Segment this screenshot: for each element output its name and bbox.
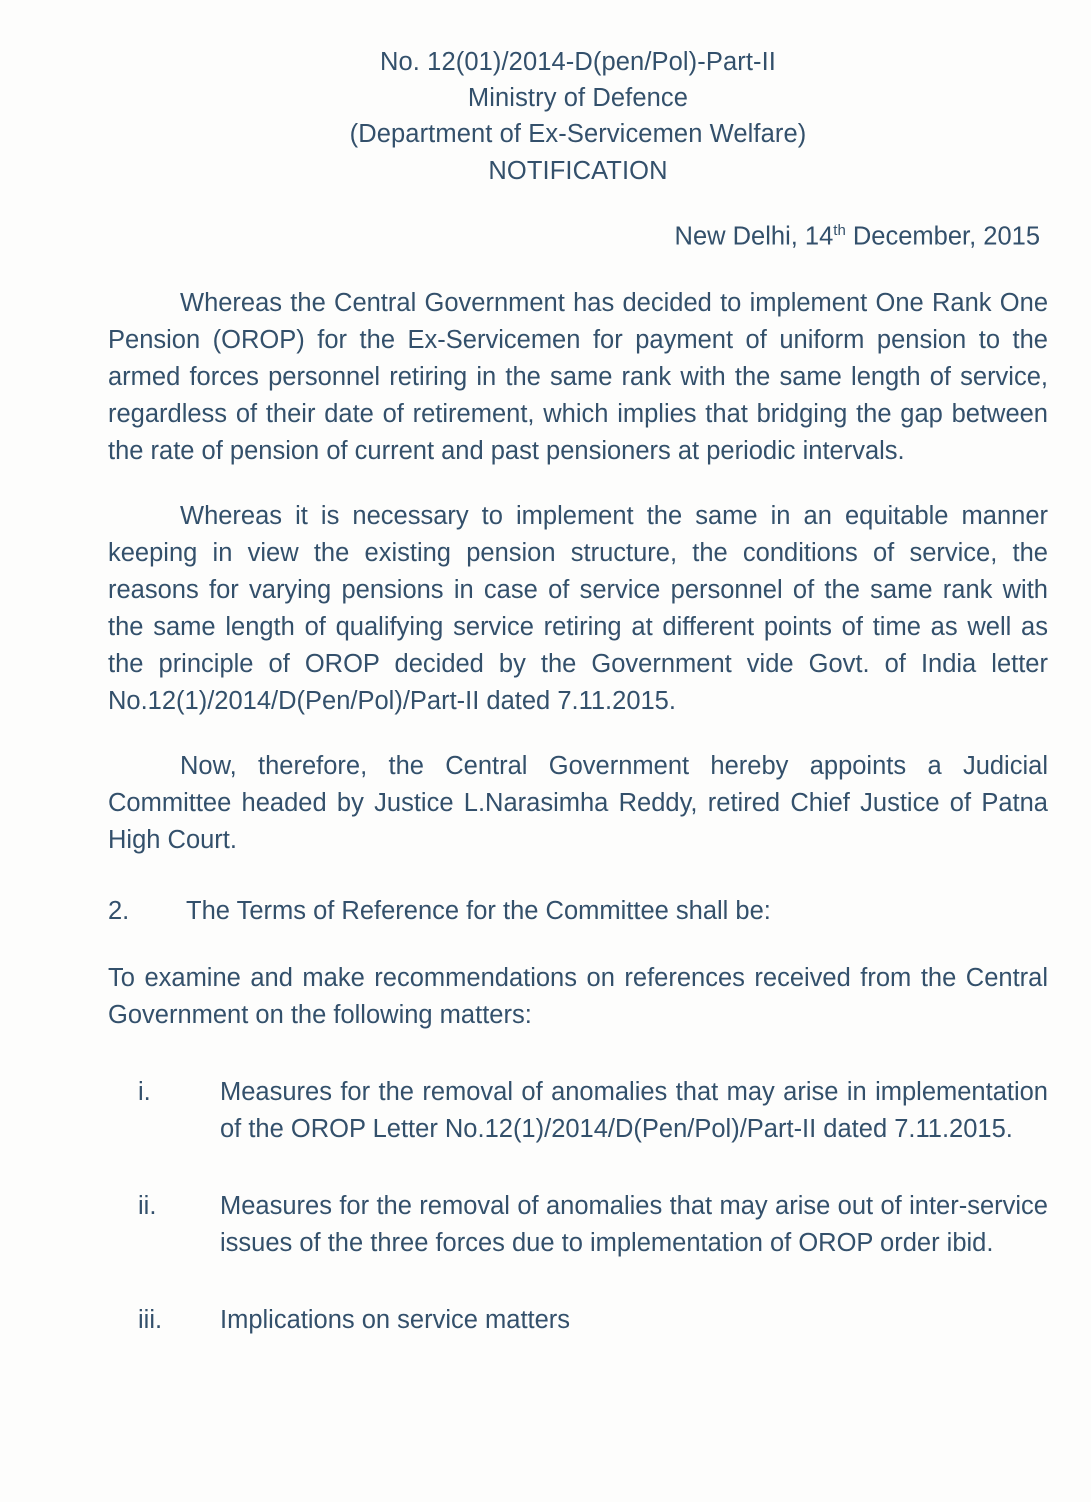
list-item xyxy=(108,1188,1048,1262)
dateline-place: New Delhi, 14 xyxy=(674,222,834,251)
paragraph-text: Whereas it is necessary to implement the same in an equitable manner keeping in view the existing pension structure, the conditions of service, the reasons for varying pensions in case of service personnel of the same rank with the same length of qualifying service retiring at different points of time as well as the principle of OROP decided by the Government vide Govt. of India letter No.12(1)/2014/D(Pen/Pol)/Part-II dated 7.11.2015. xyxy=(108,502,1048,715)
ministry-name: Ministry of Defence xyxy=(467,84,689,113)
document-type: NOTIFICATION xyxy=(488,156,668,185)
list-item-marker: ii. xyxy=(138,1191,157,1220)
dateline-date: December, 2015 xyxy=(845,222,1040,251)
file-number: No. 12(01)/2014-D(pen/Pol)-Part-II xyxy=(380,48,776,76)
paragraph-whereas-1 xyxy=(108,285,1048,470)
list-item-text: Measures for the removal of anomalies that may arise out of inter-service issues of the three forces due to implementation of OROP order ibid. xyxy=(220,1191,1048,1257)
clause-2 xyxy=(108,893,1048,930)
clause-number: 2. xyxy=(108,896,130,925)
dateline xyxy=(108,222,1048,252)
list-item-marker: i. xyxy=(138,1077,151,1106)
paragraph-whereas-2 xyxy=(108,498,1048,720)
paragraph-now-therefore xyxy=(108,748,1048,859)
dateline-ordinal: th xyxy=(833,221,846,239)
terms-of-reference-list xyxy=(108,1074,1048,1339)
list-item-marker: iii. xyxy=(138,1305,163,1334)
clause-text: The Terms of Reference for the Committee shall be: xyxy=(186,896,771,925)
department-name: (Department of Ex-Servicemen Welfare) xyxy=(349,120,807,149)
list-item-text: Measures for the removal of anomalies that may arise in implementation of the OROP Letter No.12(1)/2014/D(Pen/Pol)/Part-II dated 7.11.2015. xyxy=(220,1077,1048,1143)
list-item xyxy=(108,1074,1048,1148)
document-content xyxy=(108,44,1048,1339)
document-header xyxy=(108,44,1048,189)
paragraph-text: Now, therefore, the Central Government hereby appoints a Judicial Committee headed by Justice L.Narasimha Reddy, retired Chief Justice of Patna High Court. xyxy=(108,751,1048,854)
paragraph-text: Whereas the Central Government has decided to implement One Rank One Pension (OROP) for the Ex-Servicemen for payment of uniform pension to the armed forces personnel retiring in the same rank with the same length of service, regardless of their date of retirement, which implies that bridging the gap between the rate of pension of current and past pensioners at periodic intervals. xyxy=(108,289,1048,466)
lead-in-text: To examine and make recommendations on references received from the Central Government on the following matters: xyxy=(108,963,1048,1029)
list-item xyxy=(108,1302,1048,1339)
list-item-text: Implications on service matters xyxy=(220,1305,571,1334)
